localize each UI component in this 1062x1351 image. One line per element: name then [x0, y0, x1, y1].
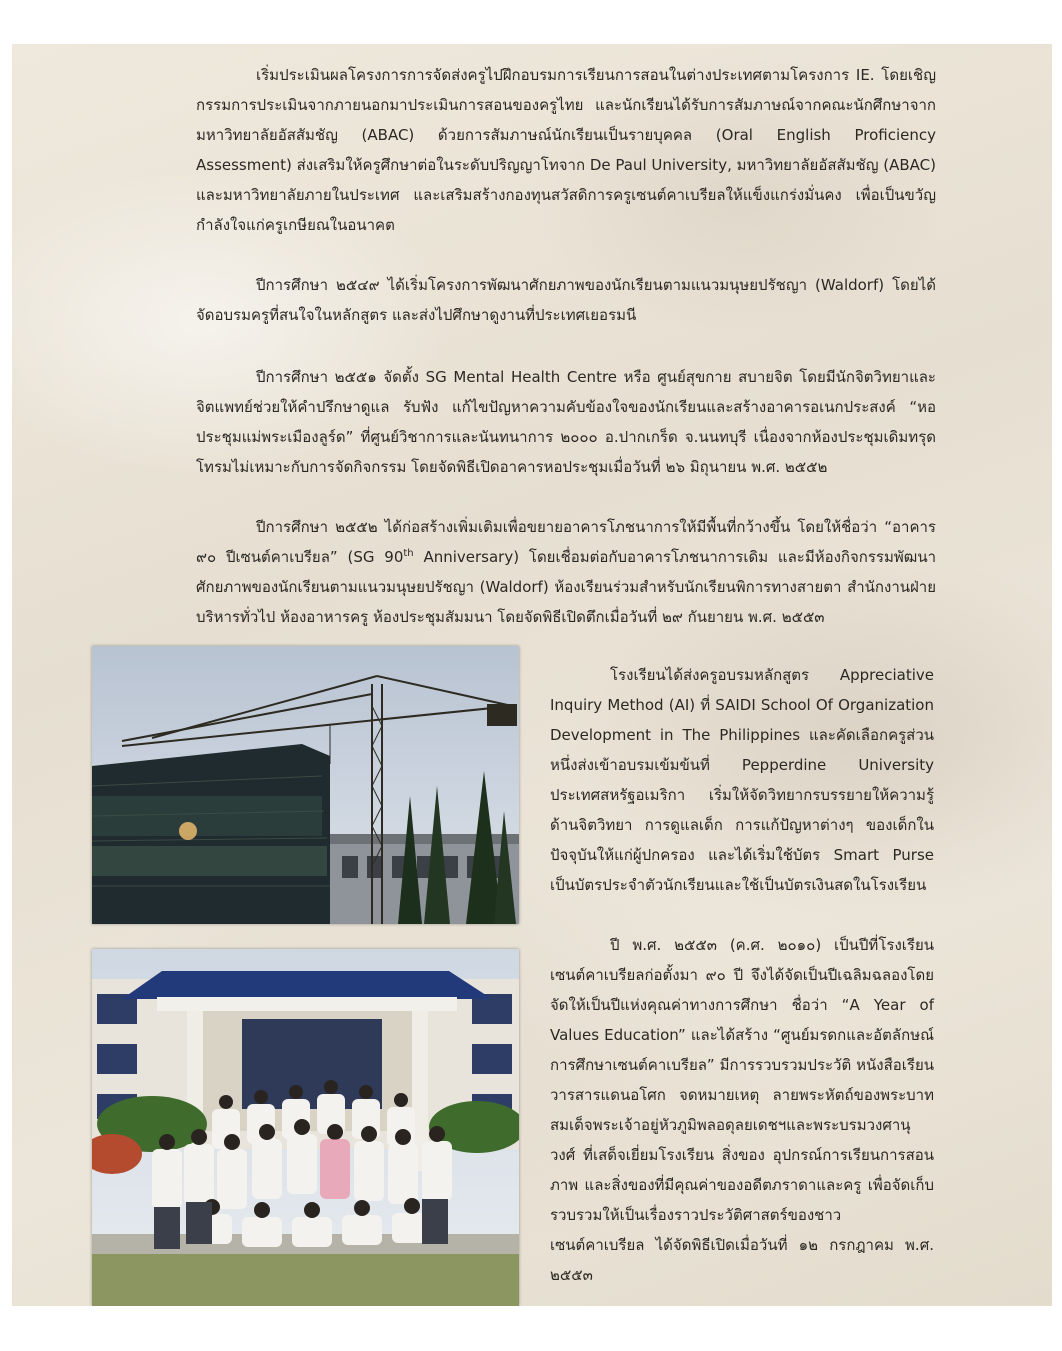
paragraph-sg90-text-b: Anniversary) โดยเชื่อมต่อกับอาคารโภชนาการเดิม และมีห้องกิจกรรมพัฒนาศักยภาพของนักเรียนตามแนวมนุษยปรัชญา (Waldorf) ห้องเรียนร่วมสำหรับนักเรียนพิการทางสายตา สำนักงานฝ่ายบริหารทั่วไป ห้องอาหารครู ห้องประชุมสัมมนา โดยจัดพิธีเปิดตึกเมื่อวันที่ ๒๙ กันยายน พ.ศ. ๒๕๕๓	[196, 548, 936, 626]
construction-photo	[92, 646, 519, 924]
paragraph-year-of-values: ปี พ.ศ. ๒๕๕๓ (ค.ศ. ๒๐๑๐) เป็นปีที่โรงเรียนเซนต์คาเบรียลก่อตั้งมา ๙๐ ปี จึงได้จัดเป็นปีเฉลิมฉลองโดยจัดให้เป็นปีแห่งคุณค่าทางการศึกษา ชื่อว่า “A Year of Values Education” และได้สร้าง “ศูนย์มรดกและอัตลักษณ์การศึกษาเซนต์คาเบรียล” มีการรวบรวมประวัติ หนังสือเรียน วารสารแดนอโศก จดหมายเหตุ ลายพระหัตถ์ของพระบาทสมเด็จพระเจ้าอยู่หัวภูมิพลอดุลยเดชฯและพระบรมวงศานุวงศ์ ที่เสด็จเยี่ยมโรงเรียน สิ่งของ อุปกรณ์การเรียนการสอน ภาพ และสิ่งของที่มีคุณค่าของอดีตภราดาและครู เพื่อจัดเก็บรวบรวมให้เป็นเรื่องราวประวัติศาสตร์ของชาวเซนต์คาเบรียล ได้จัดพิธีเปิดเมื่อวันที่ ๑๒ กรกฎาคม พ.ศ. ๒๕๕๓	[550, 936, 934, 1284]
paragraph-waldorf: ปีการศึกษา ๒๕๔๙ ได้เริ่มโครงการพัฒนาศักยภาพของนักเรียนตามแนวมนุษยปรัชญา (Waldorf) โดยได้จัดอบรมครูที่สนใจในหลักสูตร และส่งไปศึกษาดูงานที่ประเทศเยอรมนี	[196, 276, 936, 324]
group-photo	[92, 949, 519, 1306]
page-background	[12, 44, 1052, 1306]
group-photo-image	[92, 949, 519, 1306]
superscript-th: th	[403, 548, 414, 559]
paragraph-sg90-text-a: ปีการศึกษา ๒๕๕๒ ได้ก่อสร้างเพิ่มเติมเพื่อขยายอาคารโภชนาการให้มีพื้นที่กว้างขึ้น โดยให้ชื่อว่า “อาคาร ๙๐ ปีเซนต์คาเบรียล” (SG 90	[196, 518, 936, 566]
construction-photo-image	[92, 646, 519, 924]
paragraph-sg90-building	[196, 512, 936, 632]
paragraph-evaluation: เริ่มประเมินผลโครงการการจัดส่งครูไปฝึกอบรมการเรียนการสอนในต่างประเทศตามโครงการ IE. โดยเชิญกรรมการประเมินจากภายนอกมาประเมินการสอนของครูไทย และนักเรียนได้รับการสัมภาษณ์จากคณะนักศึกษาจากมหาวิทยาลัยอัสสัมชัญ (ABAC) ด้วยการสัมภาษณ์นักเรียนเป็นรายบุคคล (Oral English Proficiency Assessment) ส่งเสริมให้ครูศึกษาต่อในระดับปริญญาโทจาก De Paul University, มหาวิทยาลัยอัสสัมชัญ (ABAC) และมหาวิทยาลัยภายในประเทศ และเสริมสร้างกองทุนสวัสดิการครูเซนต์คาเบรียลให้แข็งแกร่งมั่นคง เพื่อเป็นขวัญกำลังใจแก่ครูเกษียณในอนาคต	[196, 66, 936, 234]
paragraph-appreciative-inquiry: โรงเรียนได้ส่งครูอบรมหลักสูตร Appreciative Inquiry Method (AI) ที่ SAIDI School Of Organization Development in The Philippines และคัดเลือกครูส่วนหนึ่งส่งเข้าอบรมเข้มข้นที่ Pepperdine University ประเทศสหรัฐอเมริกา เริ่มให้จัดวิทยากรบรรยายให้ความรู้ด้านจิตวิทยา การดูแลเด็ก การแก้ปัญหาต่างๆ ของเด็กในปัจจุบันให้แก่ผู้ปกครอง และได้เริ่มใช้บัตร Smart Purse เป็นบัตรประจำตัวนักเรียนและใช้เป็นบัตรเงินสดในโรงเรียน	[550, 666, 934, 894]
paragraph-mental-health-centre: ปีการศึกษา ๒๕๕๑ จัดตั้ง SG Mental Health Centre หรือ ศูนย์สุขกาย สบายจิต โดยมีนักจิตวิทยาและจิตแพทย์ช่วยให้คำปรึกษาดูแล รับฟัง แก้ไขปัญหาความคับข้องใจของนักเรียนและสร้างอาคารอเนกประสงค์ “หอประชุมแม่พระเมืองลูร์ด” ที่ศูนย์วิชาการและนันทนาการ ๒๐๐๐ อ.ปากเกร็ด จ.นนทบุรี เนื่องจากห้องประชุมเดิมทรุดโทรมไม่เหมาะกับการจัดกิจกรรม โดยจัดพิธีเปิดอาคารหอประชุมเมื่อวันที่ ๒๖ มิถุนายน พ.ศ. ๒๕๕๒	[196, 368, 936, 476]
